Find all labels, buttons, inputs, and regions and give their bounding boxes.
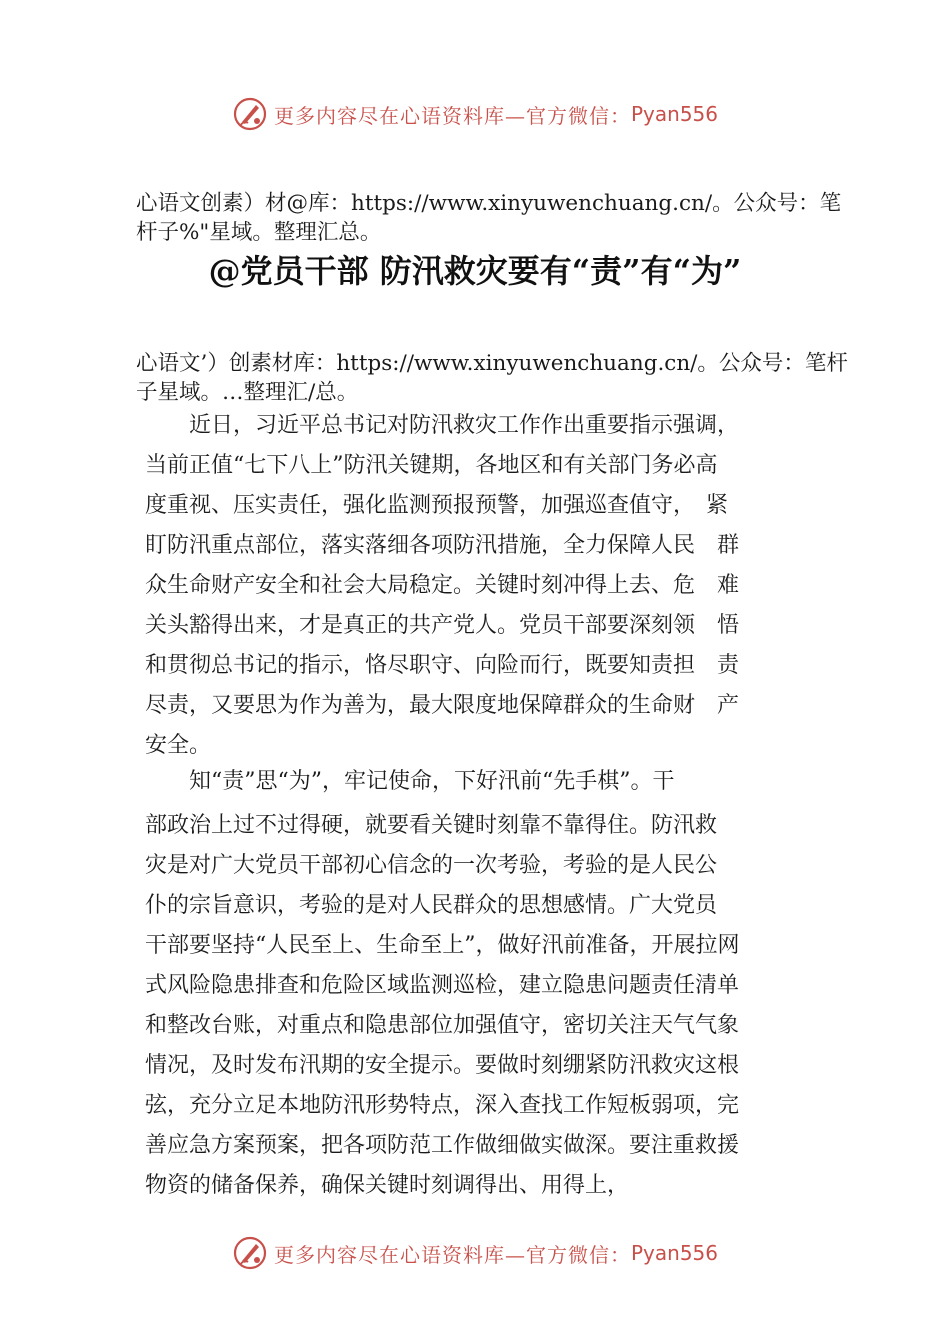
- paragraph-line: 当前正值“七下八上”防汛关键期，各地区和有关部门务必高: [145, 453, 718, 478]
- paragraph-line: 尽责，又要思为作为善为，最大限度地保障群众的生命财 产: [145, 693, 740, 718]
- paragraph-line: 善应急方案预案，把各项防范工作做细做实做深。要注重救援: [145, 1133, 740, 1158]
- banner-text: 更多内容尽在心语资料库—官方微信：: [273, 1242, 631, 1267]
- paragraph-line: 灾是对广大党员干部初心信念的一次考验，考验的是人民公: [145, 853, 718, 878]
- banner-wechat-id: Pyan556: [630, 102, 718, 126]
- paragraph-line: 式风险隐患排查和危险区域监测巡检，建立隐患问题责任清单: [145, 973, 740, 998]
- paragraph-line: 部政治上过不过得硬，就要看关键时刻靠不靠得住。防汛救: [145, 813, 718, 838]
- pen-circle-logo-icon: [232, 96, 268, 132]
- paragraph-line: 近日，习近平总书记对防汛救灾工作作出重要指示强调，: [145, 413, 740, 438]
- paragraph-line: 度重视、压实责任，强化监测预报预警，加强巡查值守， 紧: [145, 493, 729, 518]
- article-title: @党员干部 防汛救灾要有“责”有“为”: [208, 252, 742, 290]
- paragraph-line: 关头豁得出来，才是真正的共产党人。党员干部要深刻领 悟: [145, 613, 740, 638]
- paragraph-1: [145, 406, 845, 766]
- paragraph-line: 物资的储备保养，确保关键时刻调得出、用得上，: [145, 1173, 630, 1198]
- paragraph-line: 弦，充分立足本地防汛形势特点，深入查找工作短板弱项，完: [145, 1093, 740, 1118]
- paragraph-line: 盯防汛重点部位，落实落细各项防汛措施，全力保障人民 群: [145, 533, 740, 558]
- paragraph-line: 干部要坚持“人民至上、生命至上”，做好汛前准备，开展拉网: [145, 933, 740, 958]
- paragraph-line: 知“责”思“为”，牢记使命，下好汛前“先手棋”。干: [145, 769, 675, 794]
- paragraph-line: 仆的宗旨意识，考验的是对人民群众的思想感情。广大党员: [145, 893, 718, 918]
- pen-circle-logo-icon: [232, 1235, 268, 1271]
- banner-wechat-id: Pyan556: [630, 1241, 718, 1265]
- paragraph-line: 众生命财产安全和社会大局稳定。关键时刻冲得上去、危 难: [145, 573, 740, 598]
- source-note-top: 心语文创素）材@库：https://www.xinyuwenchuang.cn/。公众号：笔杆子%"星域。整理汇总。: [136, 191, 842, 245]
- paragraph-2: [145, 762, 845, 1206]
- paragraph-line: 和整改台账，对重点和隐患部位加强值守，密切关注天气气象: [145, 1013, 740, 1038]
- paragraph-line: 安全。: [145, 733, 212, 758]
- paragraph-line: 情况，及时发布汛期的安全提示。要做时刻绷紧防汛救灾这根: [145, 1053, 740, 1078]
- header-watermark-banner: [0, 94, 950, 134]
- paragraph-line: 和贯彻总书记的指示，恪尽职守、向险而行，既要知责担 责: [145, 653, 740, 678]
- source-note-second: 心语文’）创素材库：https://www.xinyuwenchuang.cn/。公众号：笔杆子星域。…整理汇/总。: [136, 351, 848, 405]
- banner-text: 更多内容尽在心语资料库—官方微信：: [273, 103, 631, 128]
- footer-watermark-banner: [0, 1233, 950, 1273]
